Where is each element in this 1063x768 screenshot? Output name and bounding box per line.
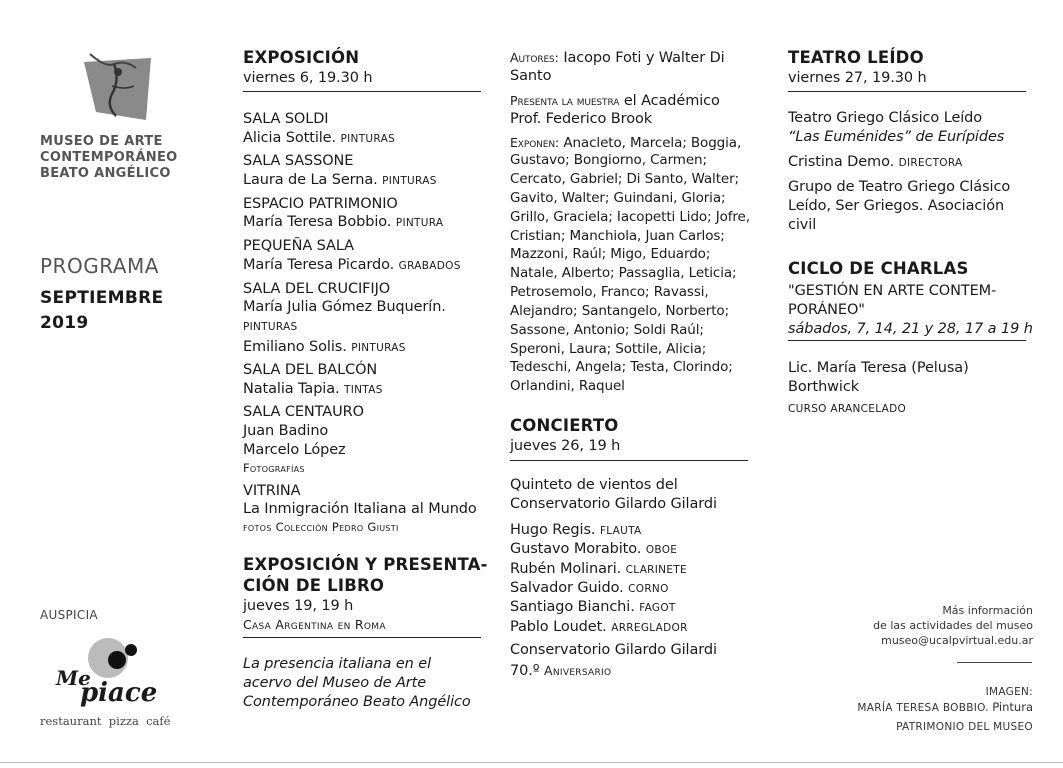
presenta-label: Presenta la muestra bbox=[510, 93, 620, 108]
exponen-line-4: Gavito, Walter; Guindani, Gloria; bbox=[510, 190, 726, 206]
exposicion-title: EXPOSICIÓN bbox=[243, 48, 360, 67]
room-5-artist-b-tag: PINTURAS bbox=[351, 342, 406, 354]
presenta-line-b: Prof. Federico Brook bbox=[510, 111, 653, 127]
image-credit-medium: Pintura bbox=[992, 700, 1033, 714]
exponen-line-9: Petrosemolo, Franco; Ravassi, bbox=[510, 284, 709, 300]
concierto-group-a: Quinteto de vientos del bbox=[510, 477, 678, 493]
libro-book-a: La presencia italiana en el bbox=[243, 656, 432, 672]
musician-4-name: Salvador Guido. bbox=[510, 580, 624, 596]
musician-3-role: CLARINETE bbox=[625, 564, 687, 576]
charlas-tag: CURSO ARANCELADO bbox=[788, 403, 907, 415]
musician-4 bbox=[510, 579, 669, 599]
image-credit-label: IMAGEN: bbox=[985, 686, 1033, 698]
room-4-label: PEQUEÑA SALA bbox=[243, 238, 354, 254]
teatro-director-tag: DIRECTORA bbox=[898, 157, 963, 169]
teatro-director bbox=[788, 153, 963, 173]
musician-2 bbox=[510, 540, 677, 560]
exponen-line-10: Alejandro; Santangelo, Norberto; bbox=[510, 303, 730, 319]
exponen-label: Exponen: bbox=[510, 135, 560, 150]
charlas-subtitle-1: "GESTIÓN EN ARTE CONTEM- bbox=[788, 283, 997, 299]
teatro-group-3: civil bbox=[788, 217, 817, 233]
room-5-artist-b bbox=[243, 338, 406, 358]
image-credit-artist: MARÍA TERESA BOBBIO. bbox=[857, 702, 989, 714]
room-3-artist-tag: PINTURA bbox=[395, 217, 444, 229]
musician-2-name: Gustavo Morabito. bbox=[510, 541, 642, 557]
teatro-title: TEATRO LEÍDO bbox=[788, 48, 924, 67]
room-4-artist-tag: GRABADOS bbox=[398, 260, 461, 272]
concierto-rule bbox=[510, 460, 748, 461]
room-4-artist bbox=[243, 256, 461, 276]
exponen-line-1 bbox=[510, 133, 741, 153]
libro-date: jueves 19, 19 h bbox=[243, 598, 354, 614]
concierto-cons-a: Conservatorio Gilardo Gilardi bbox=[510, 642, 717, 658]
room-2-label: SALA SASSONE bbox=[243, 153, 354, 169]
charlas-date: sábados, 7, 14, 21 y 28, 17 a 19 h bbox=[788, 321, 1033, 337]
museum-name-line-1: MUSEO DE ARTE bbox=[40, 134, 163, 149]
musician-1-role: FLAUTA bbox=[599, 525, 642, 537]
room-6-artist-tag: TINTAS bbox=[344, 384, 383, 396]
museum-name-line-3: BEATO ANGÉLICO bbox=[40, 166, 171, 181]
teatro-group-1: Grupo de Teatro Griego Clásico bbox=[788, 179, 1011, 195]
musician-1 bbox=[510, 521, 642, 541]
exponen-line-12: Speroni, Laura; Sottile, Alicia; bbox=[510, 341, 707, 357]
musician-6-role: ARREGLADOR bbox=[611, 622, 688, 634]
info-email-link[interactable]: museo@ucalpvirtual.edu.ar bbox=[881, 634, 1033, 647]
charlas-title: CICLO DE CHARLAS bbox=[788, 259, 969, 278]
libro-title-a: EXPOSICIÓN Y PRESENTA- bbox=[243, 555, 488, 574]
musician-5 bbox=[510, 598, 676, 618]
room-6-label: SALA DEL BALCÓN bbox=[243, 362, 378, 378]
autores-line-b: Santo bbox=[510, 68, 552, 84]
museum-name bbox=[40, 134, 178, 182]
museum-logo bbox=[60, 50, 180, 125]
musician-2-role: OBOE bbox=[645, 544, 678, 556]
room-6-artist bbox=[243, 380, 383, 400]
program-month: SEPTIEMBRE bbox=[40, 288, 164, 308]
charlas-speaker-2: Borthwick bbox=[788, 379, 860, 395]
image-credit-artist-line bbox=[857, 700, 1033, 716]
musician-1-name: Hugo Regis. bbox=[510, 522, 596, 538]
exponen-name-1: Anacleto, Marcela; Boggia, bbox=[563, 135, 742, 151]
exponen-line-6: Cristian; Manchiola, Juan Carlos; bbox=[510, 228, 725, 244]
room-7-label: SALA CENTAURO bbox=[243, 404, 364, 420]
autores-names-a: Iacopo Foti y Walter Di bbox=[563, 50, 725, 66]
info-block bbox=[873, 603, 1033, 648]
room-2-artist-tag: PINTURAS bbox=[382, 175, 437, 187]
teatro-rule bbox=[788, 91, 1026, 92]
room-5-label: SALA DEL CRUCIFIJO bbox=[243, 281, 391, 297]
room-3-artist-name: María Teresa Bobbio. bbox=[243, 214, 392, 230]
sponsor-logo bbox=[40, 636, 170, 726]
concierto-title: CONCIERTO bbox=[510, 416, 619, 435]
teatro-group-2: Leído, Ser Griegos. Asociación bbox=[788, 198, 1005, 214]
concierto-anniv-number: 70.º bbox=[510, 663, 540, 679]
musician-6 bbox=[510, 618, 688, 638]
exponen-line-7: Mazzoni, Raúl; Migo, Eduardo; bbox=[510, 246, 711, 262]
musician-3 bbox=[510, 560, 687, 580]
presenta-line-a bbox=[510, 91, 720, 111]
concierto-group-b: Conservatorio Gilardo Gilardi bbox=[510, 496, 717, 512]
musician-5-name: Santiago Bianchi. bbox=[510, 599, 635, 615]
musician-3-name: Rubén Molinari. bbox=[510, 561, 622, 577]
exposicion-rule bbox=[243, 91, 481, 92]
room-1-artist-tag: PINTURAS bbox=[340, 133, 396, 145]
teatro-date: viernes 27, 19.30 h bbox=[788, 70, 927, 86]
musician-6-name: Pablo Loudet. bbox=[510, 619, 607, 635]
charlas-speaker-1: Lic. María Teresa (Pelusa) bbox=[788, 360, 969, 376]
room-5-tag-a: PINTURAS bbox=[243, 321, 298, 333]
concierto-date: jueves 26, 19 h bbox=[510, 438, 621, 454]
exponen-line-5: Grillo, Graciela; Iacopetti Lido; Jofre, bbox=[510, 209, 750, 225]
room-5-artist-b-name: Emiliano Solis. bbox=[243, 339, 347, 355]
charlas-subtitle-2: PORÁNEO" bbox=[788, 302, 865, 318]
exponen-line-13: Tedeschi, Angela; Testa, Clorindo; bbox=[510, 359, 733, 375]
room-8-line: La Inmigración Italiana al Mundo bbox=[243, 501, 477, 517]
exponen-line-14: Orlandini, Raquel bbox=[510, 378, 625, 394]
page-bottom-rule bbox=[0, 762, 1063, 763]
room-1-label: SALA SOLDI bbox=[243, 111, 329, 127]
program-year: 2019 bbox=[40, 313, 89, 333]
info-line-1: Más información bbox=[942, 604, 1033, 617]
exponen-line-2: Gustavo; Bongiorno, Carmen; bbox=[510, 152, 707, 168]
libro-book-b: acervo del Museo de Arte bbox=[243, 675, 427, 691]
room-3-artist bbox=[243, 213, 443, 233]
musician-5-role: FAGOT bbox=[639, 602, 676, 614]
room-7-artist-a: Juan Badino bbox=[243, 423, 329, 439]
autores-line-a bbox=[510, 48, 725, 68]
teatro-director-name: Cristina Demo. bbox=[788, 154, 895, 170]
libro-rule bbox=[243, 637, 481, 638]
room-8-label: VITRINA bbox=[243, 483, 301, 499]
image-credit bbox=[857, 685, 1033, 735]
museum-logo-figure-icon bbox=[76, 50, 156, 125]
room-7-artist-b: Marcelo López bbox=[243, 442, 346, 458]
exponen-line-11: Sassone, Antonio; Soldi Raúl; bbox=[510, 322, 704, 338]
exponen-line-8: Natale, Alberto; Passaglia, Leticia; bbox=[510, 265, 737, 281]
info-line-2: de las actividades del museo bbox=[873, 619, 1033, 632]
exposicion-date: viernes 6, 19.30 h bbox=[243, 70, 373, 86]
sponsor-label: AUSPICIA bbox=[40, 608, 98, 622]
libro-title-b: CIÓN DE LIBRO bbox=[243, 576, 385, 595]
room-6-artist-name: Natalia Tapia. bbox=[243, 381, 340, 397]
musician-4-role: CORNO bbox=[628, 583, 669, 595]
exponen-line-3: Cercato, Gabriel; Di Santo, Walter; bbox=[510, 171, 739, 187]
teatro-line-2: “Las Euménides” de Eurípides bbox=[788, 129, 1005, 145]
room-5-artist-a: María Julia Gómez Buquerín. bbox=[243, 299, 446, 315]
image-credit-owner: PATRIMONIO DEL MUSEO bbox=[896, 721, 1033, 733]
concierto-cons-b bbox=[510, 661, 611, 681]
libro-place: Casa Argentina en Roma bbox=[243, 617, 386, 632]
room-2-artist bbox=[243, 171, 437, 191]
sponsor-brand-b: piace bbox=[80, 678, 158, 708]
info-rule bbox=[957, 662, 1032, 663]
museum-name-line-2: CONTEMPORÁNEO bbox=[40, 150, 178, 165]
autores-label: Autores: bbox=[510, 50, 559, 65]
room-2-artist-name: Laura de La Serna. bbox=[243, 172, 378, 188]
room-1-artist bbox=[243, 129, 395, 149]
room-7-tag: Fotografías bbox=[243, 461, 305, 475]
sponsor-brand-a: Me bbox=[56, 666, 91, 690]
teatro-line-1: Teatro Griego Clásico Leído bbox=[788, 110, 983, 126]
room-8-tag: fotos Colección Pedro Giusti bbox=[243, 520, 399, 534]
libro-book-c: Contemporáneo Beato Angélico bbox=[243, 694, 471, 710]
charlas-rule bbox=[788, 340, 1026, 341]
presenta-text-a: el Académico bbox=[623, 93, 720, 109]
room-1-artist-name: Alicia Sottile. bbox=[243, 130, 337, 146]
room-3-label: ESPACIO PATRIMONIO bbox=[243, 196, 398, 212]
room-4-artist-name: María Teresa Picardo. bbox=[243, 257, 395, 273]
concierto-anniv-label: Aniversario bbox=[544, 663, 612, 678]
sponsor-tagline: restaurant pizza café bbox=[40, 714, 171, 728]
program-label: PROGRAMA bbox=[40, 254, 159, 278]
